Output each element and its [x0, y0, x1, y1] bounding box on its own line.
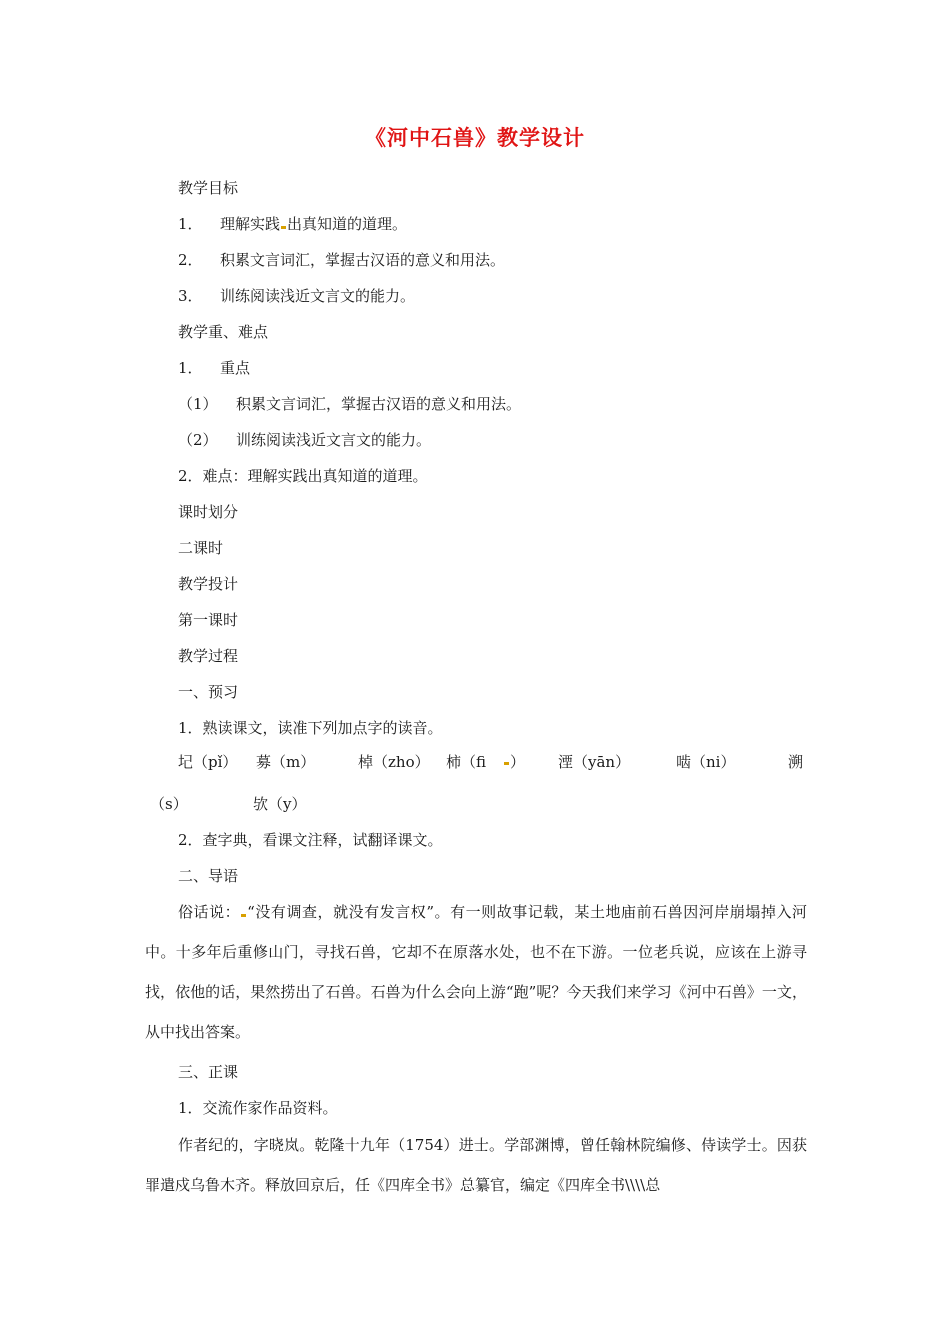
key-subheading: [178, 357, 250, 378]
goal-text-part: 理解实践: [220, 215, 281, 233]
section-intro: 二、导语: [178, 867, 239, 885]
goals-heading: 教学目标: [178, 179, 239, 197]
pinyin-item: 柿（fi: [446, 753, 487, 771]
pinyin-item: ）: [510, 753, 526, 771]
goal-item-2: [178, 249, 505, 270]
goal-text-part: 出真知道的道理。: [287, 215, 408, 233]
goal-number: 2．: [178, 251, 203, 269]
section-preview: 一、预习: [178, 683, 239, 701]
document-title: 《河中石兽》教学设计: [365, 126, 585, 150]
pinyin-item: 啮（ni）: [676, 753, 736, 771]
key-sub-number: 1．: [178, 359, 203, 377]
author-paragraph: 作者纪的，字晓岚。乾隆十九年（1754）进士。学部渊博，曾任翰林院编修、侍读学士。因获罪遣戍乌鲁木齐。释放回京后，任《四库全书》总纂官，编定《四库全书\\\\总: [145, 1136, 807, 1194]
key-point-2: [178, 429, 431, 450]
goal-number: 1．: [178, 215, 203, 233]
task-translate: 2．查字典，看课文注释，试翻译课文。: [178, 831, 443, 849]
pinyin-item: 欤（y）: [253, 795, 307, 813]
goal-number: 3．: [178, 287, 203, 305]
task-read: 1．熟读课文，读准下列加点字的读音。: [178, 719, 443, 737]
pinyin-item: 湮（yān）: [558, 753, 631, 771]
key-sub-text: 重点: [220, 359, 251, 377]
intro-lead: 俗话说：: [178, 903, 241, 921]
key-heading: 教学重、难点: [178, 323, 269, 341]
section-main: 三、正课: [178, 1063, 239, 1081]
pinyin-item: （s）: [150, 795, 188, 813]
design-heading: 教学投计: [178, 575, 239, 593]
key-point-1: [178, 393, 521, 414]
key-point-text: 训练阅读浅近文言文的能力。: [236, 431, 432, 449]
goal-text: 积累文言词汇，掌握古汉语的意义和用法。: [220, 251, 506, 269]
highlight-mark: [504, 762, 509, 765]
pinyin-item: 棹（zho）: [358, 753, 430, 771]
schedule-heading: 课时划分: [178, 503, 239, 521]
pinyin-item: 圮（pǐ）: [178, 753, 238, 771]
highlight-mark: [281, 226, 286, 229]
goal-item-3: [178, 285, 415, 306]
goal-item-1: [178, 213, 407, 234]
pinyin-item: 募（m）: [256, 753, 316, 771]
key-point-text: 积累文言词汇，掌握古汉语的意义和用法。: [236, 395, 522, 413]
lesson-heading: 第一课时: [178, 611, 239, 629]
intro-body: “没有调查，就没有发言权”。有一则故事记载，某土地庙前石兽因河岸崩塌掉入河中。十多年后重修山门，寻找石兽，它却不在原落水处，也不在下游。一位老兵说，应该在上游寻找，依他的话，果然捞出了石兽。石兽为什么会向上游“跑”呢？今天我们来学习《河中石兽》一文，从中找出答案。: [145, 903, 807, 1041]
goal-text: 训练阅读浅近文言文的能力。: [220, 287, 416, 305]
intro-paragraph: [145, 892, 807, 1052]
highlight-mark-wrap: [503, 751, 510, 769]
difficulty-line: 2．难点：理解实践出真知道的道理。: [178, 467, 428, 485]
schedule-value: 二课时: [178, 539, 224, 557]
highlight-mark: [241, 914, 246, 917]
pinyin-item: 溯: [788, 753, 804, 771]
task-author: 1．交流作家作品资料。: [178, 1099, 338, 1117]
key-point-number: （1）: [178, 395, 218, 413]
key-point-number: （2）: [178, 431, 218, 449]
process-heading: 教学过程: [178, 647, 239, 665]
